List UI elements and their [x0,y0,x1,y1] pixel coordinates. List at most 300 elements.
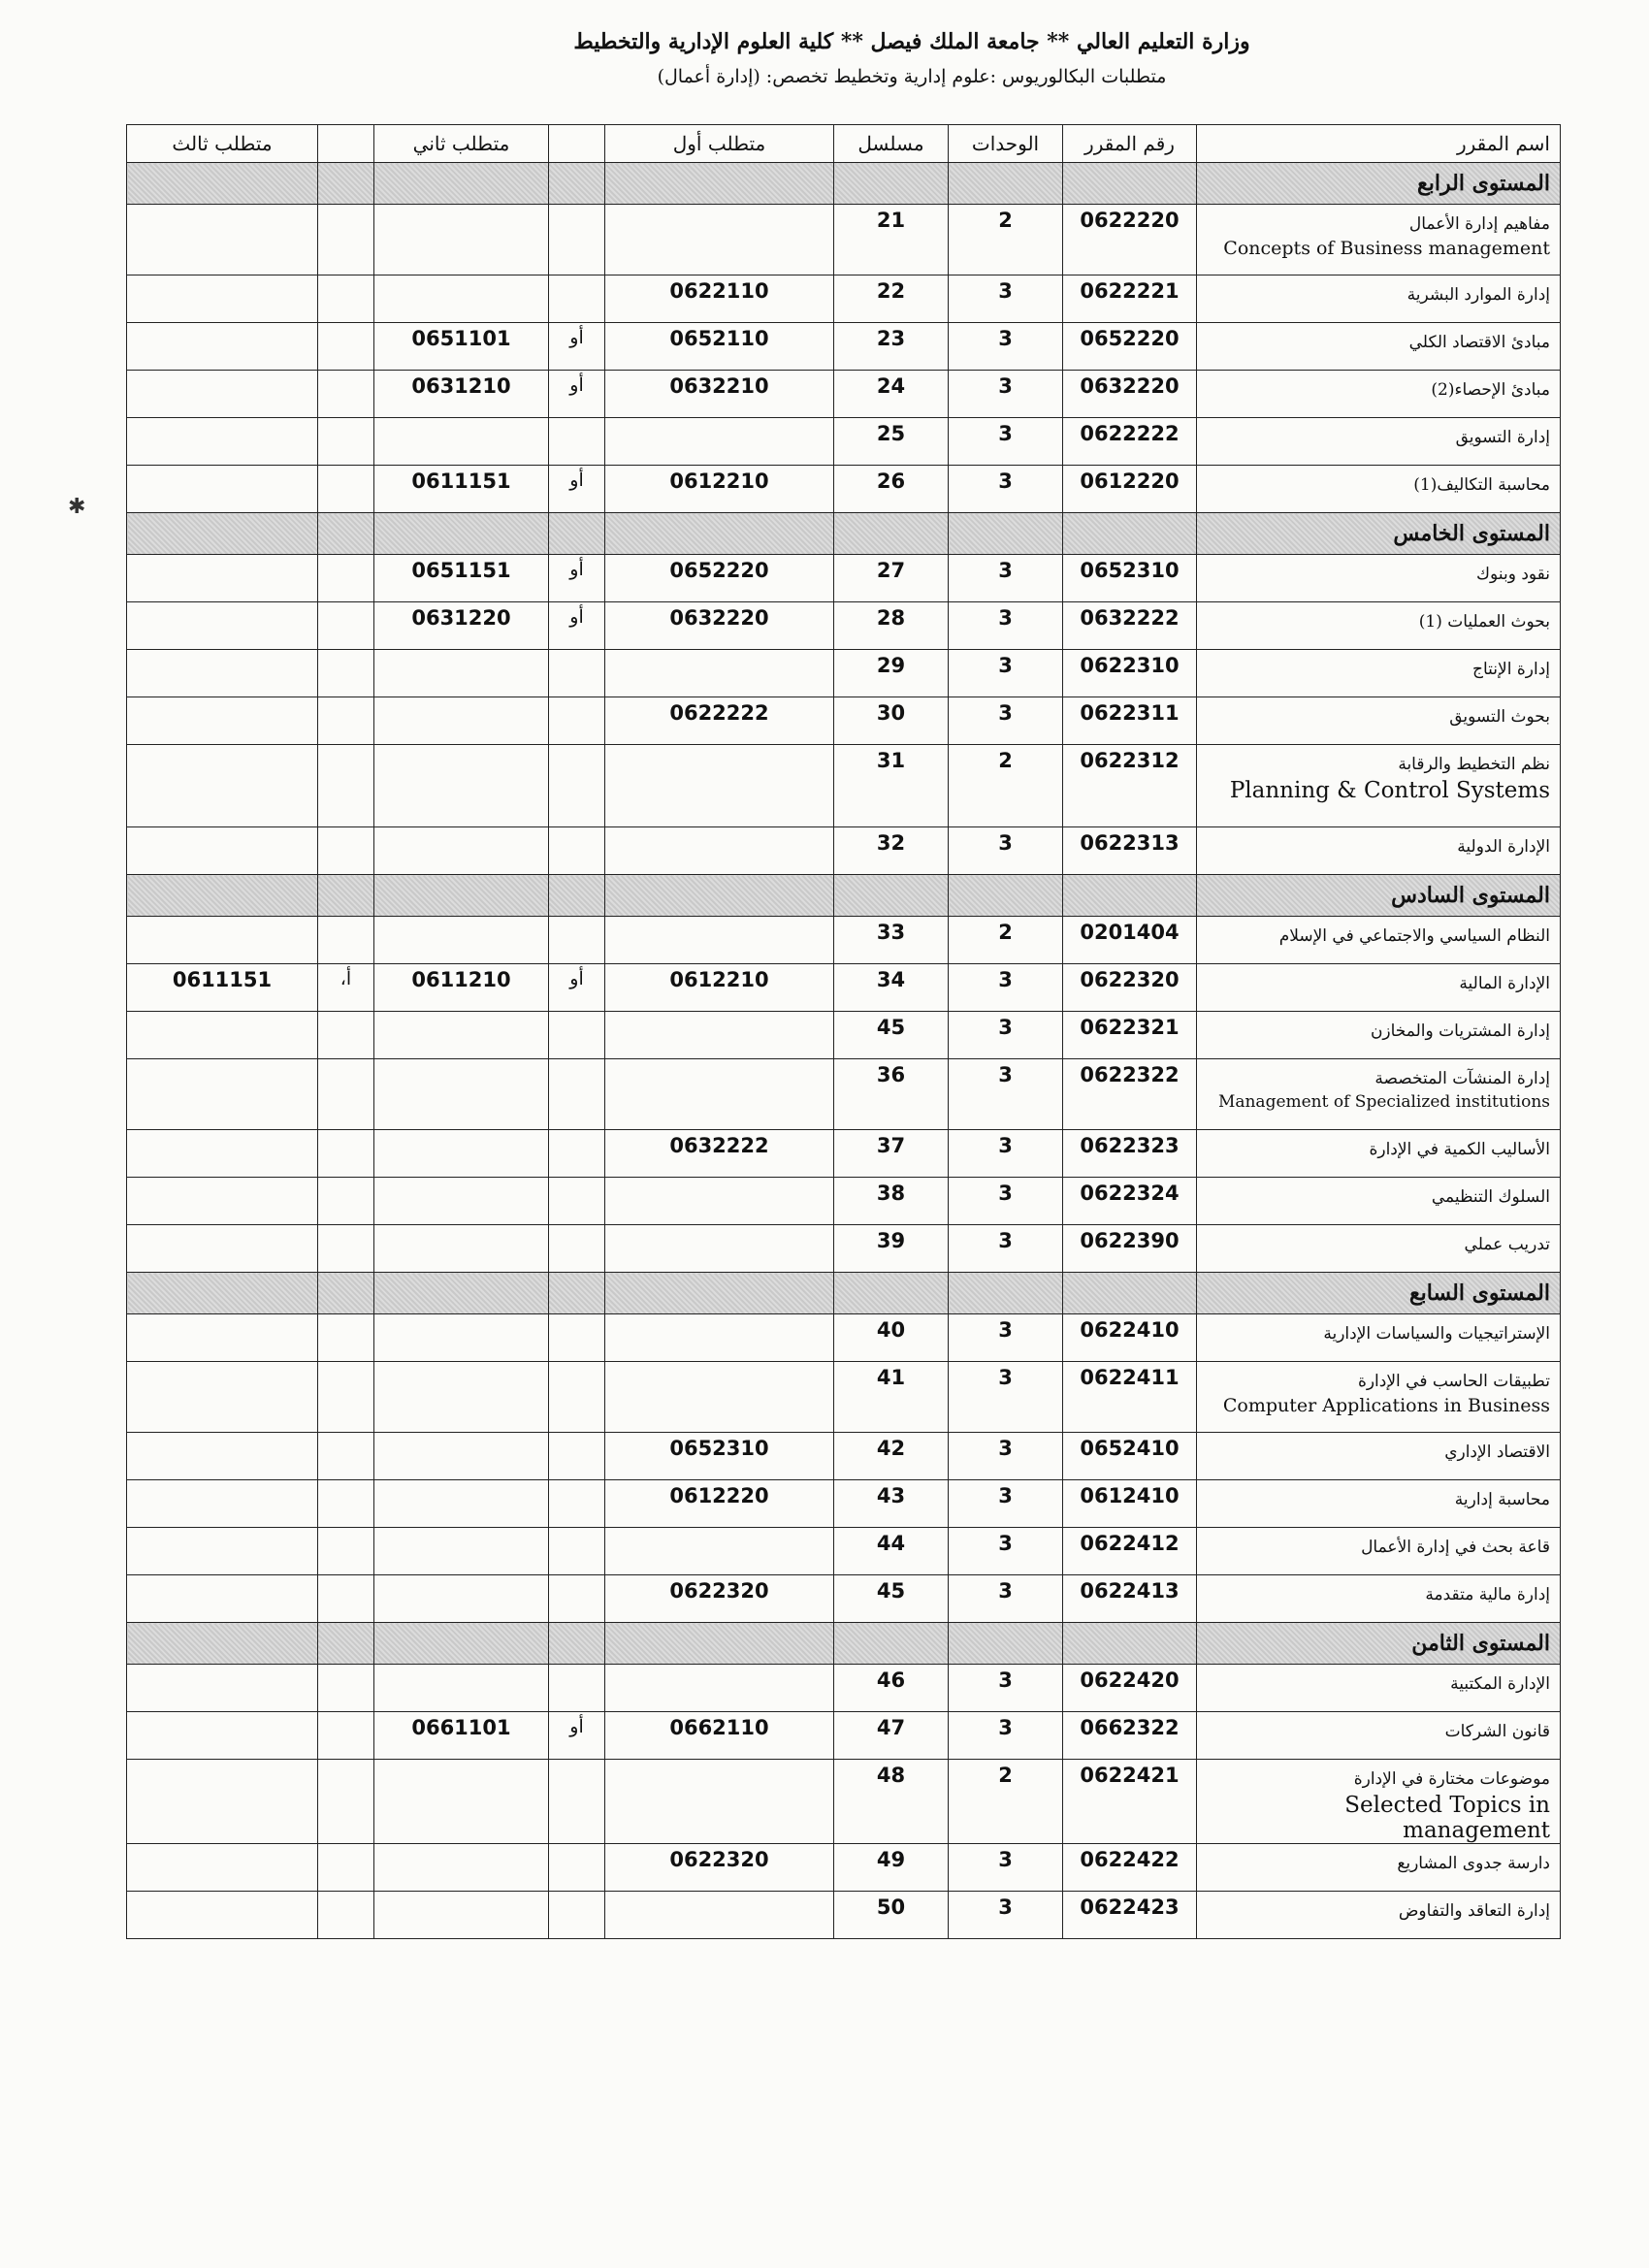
or-label [318,555,374,602]
course-name-cell [1197,1012,1561,1059]
course-name: إدارة مالية متقدمة [1425,1585,1550,1604]
course-number: 0622422 [1063,1844,1197,1892]
prereq-3 [127,1712,318,1760]
course-name-english: Computer Applications in Business [1222,1395,1550,1416]
prereq-2 [374,827,549,875]
level-title: المستوى السابع [1197,1273,1561,1314]
course-name-cell [1197,1528,1561,1575]
course-name-cell [1197,602,1561,650]
or-label [318,1480,374,1528]
course-units: 3 [949,1433,1063,1480]
table-row [127,1712,1561,1760]
prereq-3 [127,466,318,513]
prereq-1: 0632210 [605,371,834,418]
prereq-3 [127,323,318,371]
table-row [127,1665,1561,1712]
course-number: 0622311 [1063,697,1197,745]
course-number: 0622320 [1063,964,1197,1012]
or-label [549,1844,605,1892]
course-units: 3 [949,1575,1063,1623]
course-serial: 30 [834,697,949,745]
course-name: الإدارة المالية [1459,974,1550,993]
course-name: نظم التخطيط والرقابة [1398,755,1550,774]
table-row [127,1844,1561,1892]
or-label [318,1528,374,1575]
prereq-1 [605,1059,834,1130]
course-name: الإدارة الدولية [1457,837,1550,857]
course-serial: 21 [834,205,949,275]
course-serial: 24 [834,371,949,418]
course-name-english: Concepts of Business management [1223,238,1550,259]
course-name-cell [1197,275,1561,323]
level-filler-cell [127,163,318,205]
course-serial: 42 [834,1433,949,1480]
prereq-1: 0622222 [605,697,834,745]
prereq-1 [605,1314,834,1362]
prereq-1 [605,1225,834,1273]
or-label [318,275,374,323]
or-label [549,1178,605,1225]
prereq-2 [374,1528,549,1575]
course-requirements-table [126,124,1561,1939]
prereq-3 [127,650,318,697]
course-units: 3 [949,418,1063,466]
course-serial: 36 [834,1059,949,1130]
prereq-3 [127,1844,318,1892]
prereq-2 [374,1130,549,1178]
prereq-1: 0632220 [605,602,834,650]
table-row [127,602,1561,650]
course-name: النظام السياسي والاجتماعي في الإسلام [1278,926,1550,946]
or-label [318,1362,374,1433]
course-serial: 22 [834,275,949,323]
prereq-2 [374,1225,549,1273]
course-name-cell [1197,466,1561,513]
margin-mark: ✱ [68,495,86,519]
course-name-cell [1197,1314,1561,1362]
course-name: تدريب عملي [1464,1235,1550,1254]
prereq-1 [605,1012,834,1059]
course-number: 0622410 [1063,1314,1197,1362]
table-row [127,466,1561,513]
prereq-2: 0631210 [374,371,549,418]
prereq-2: 0611151 [374,466,549,513]
course-name-english: Management of Specialized institutions [1217,1092,1550,1112]
course-name-cell [1197,964,1561,1012]
prereq-1: 0632222 [605,1130,834,1178]
level-filler-cell [127,1273,318,1314]
course-units: 3 [949,1892,1063,1939]
course-number: 0652410 [1063,1433,1197,1480]
or-label: أو [549,964,605,1012]
level-title: المستوى الرابع [1197,163,1561,205]
prereq-2: 0651151 [374,555,549,602]
course-serial: 34 [834,964,949,1012]
course-serial: 37 [834,1130,949,1178]
course-number: 0652220 [1063,323,1197,371]
prereq-3 [127,1012,318,1059]
prereq-2: 0651101 [374,323,549,371]
table-row [127,371,1561,418]
level-row [127,875,1561,917]
or-label [318,466,374,513]
course-units: 3 [949,1178,1063,1225]
or-label [318,650,374,697]
course-units: 3 [949,1712,1063,1760]
prereq-1 [605,205,834,275]
prereq-2 [374,1178,549,1225]
prereq-2 [374,1844,549,1892]
course-serial: 40 [834,1314,949,1362]
table-row [127,917,1561,964]
table-row [127,697,1561,745]
level-filler-cell [549,1623,605,1665]
prereq-1 [605,917,834,964]
course-name: بحوث العمليات (1) [1418,612,1550,632]
course-name-cell [1197,371,1561,418]
course-name-cell [1197,1665,1561,1712]
course-serial: 32 [834,827,949,875]
course-units: 3 [949,964,1063,1012]
prereq-1 [605,745,834,827]
course-units: 3 [949,827,1063,875]
course-number: 0622420 [1063,1665,1197,1712]
or-label [549,1575,605,1623]
prereq-3 [127,1433,318,1480]
prereq-2 [374,917,549,964]
course-serial: 39 [834,1225,949,1273]
prereq-1: 0652220 [605,555,834,602]
level-row [127,1273,1561,1314]
course-units: 3 [949,650,1063,697]
course-units: 3 [949,1362,1063,1433]
table-body [127,163,1561,1939]
table-row [127,1760,1561,1844]
course-name-cell [1197,1844,1561,1892]
level-filler-cell [127,875,318,917]
course-name-cell [1197,418,1561,466]
prereq-1: 0612220 [605,1480,834,1528]
table-row [127,1433,1561,1480]
level-filler-cell [549,1273,605,1314]
level-filler-cell [549,163,605,205]
course-number: 0622221 [1063,275,1197,323]
level-filler-cell [127,1623,318,1665]
course-units: 3 [949,1314,1063,1362]
course-serial: 50 [834,1892,949,1939]
course-serial: 26 [834,466,949,513]
table-row [127,1575,1561,1623]
level-title: المستوى الثامن [1197,1623,1561,1665]
or-label [549,1480,605,1528]
table-row [127,964,1561,1012]
level-filler-cell [605,513,834,555]
prereq-2 [374,1480,549,1528]
level-title: المستوى الخامس [1197,513,1561,555]
course-number: 0612410 [1063,1480,1197,1528]
course-name: إدارة التسويق [1455,428,1550,447]
course-serial: 33 [834,917,949,964]
course-name: نقود وبنوك [1476,565,1550,584]
or-label [318,1665,374,1712]
or-label [318,602,374,650]
table-row [127,1059,1561,1130]
table-row [127,745,1561,827]
course-name: قانون الشركات [1444,1722,1550,1741]
course-name-cell [1197,1480,1561,1528]
course-number: 0622390 [1063,1225,1197,1273]
prereq-1 [605,1178,834,1225]
course-name-cell [1197,205,1561,275]
level-filler-cell [374,875,549,917]
course-name-cell [1197,1225,1561,1273]
course-units: 3 [949,697,1063,745]
prereq-3 [127,418,318,466]
prereq-3 [127,1225,318,1273]
prereq-2 [374,1012,549,1059]
prereq-3 [127,205,318,275]
prereq-1 [605,1892,834,1939]
prereq-3 [127,745,318,827]
table-row [127,1892,1561,1939]
prereq-3 [127,1665,318,1712]
or-label [318,323,374,371]
prereq-1: 0612210 [605,964,834,1012]
course-name: الإستراتيجيات والسياسات الإدارية [1323,1324,1550,1344]
table-row [127,1130,1561,1178]
col-header-or2 [318,125,374,163]
level-filler-cell [318,163,374,205]
prereq-1: 0622320 [605,1844,834,1892]
course-name: محاسبة التكاليف(1) [1413,475,1550,495]
course-units: 3 [949,555,1063,602]
prereq-2: 0611210 [374,964,549,1012]
table-row [127,275,1561,323]
course-units: 3 [949,371,1063,418]
prereq-1: 0612210 [605,466,834,513]
level-filler-cell [374,513,549,555]
prereq-3 [127,1760,318,1844]
prereq-1: 0662110 [605,1712,834,1760]
course-serial: 23 [834,323,949,371]
document-header [0,29,1649,87]
course-name-cell [1197,1712,1561,1760]
prereq-3 [127,1178,318,1225]
course-serial: 46 [834,1665,949,1712]
or-label [318,1575,374,1623]
course-units: 3 [949,1844,1063,1892]
or-label [549,1314,605,1362]
course-number: 0652310 [1063,555,1197,602]
prereq-1 [605,650,834,697]
course-units: 3 [949,466,1063,513]
level-title: المستوى السادس [1197,875,1561,917]
course-name-cell [1197,697,1561,745]
course-units: 2 [949,1760,1063,1844]
table-row [127,1314,1561,1362]
col-header-prereq2: متطلب ثاني [374,125,549,163]
course-name-cell [1197,827,1561,875]
col-header-prereq3: متطلب ثالث [127,125,318,163]
prereq-3 [127,371,318,418]
table-row [127,827,1561,875]
course-units: 3 [949,1130,1063,1178]
course-number: 0622313 [1063,827,1197,875]
course-name-cell [1197,917,1561,964]
course-units: 3 [949,1012,1063,1059]
or-label [549,1059,605,1130]
prereq-2 [374,1059,549,1130]
course-serial: 45 [834,1012,949,1059]
course-name: قاعة بحث في إدارة الأعمال [1361,1538,1550,1557]
prereq-1 [605,1760,834,1844]
prereq-1: 0652310 [605,1433,834,1480]
course-serial: 41 [834,1362,949,1433]
or-label [318,1130,374,1178]
prereq-3 [127,1130,318,1178]
or-label [549,1665,605,1712]
level-filler-cell [605,875,834,917]
prereq-2 [374,1665,549,1712]
col-header-serial: مسلسل [834,125,949,163]
course-units: 2 [949,745,1063,827]
level-filler-cell [374,163,549,205]
course-serial: 49 [834,1844,949,1892]
course-number: 0612220 [1063,466,1197,513]
course-name-cell [1197,1130,1561,1178]
header-title: وزارة التعليم العالي ** جامعة الملك فيصل ** كلية العلوم الإدارية والتخطيط [573,29,1250,54]
level-filler-cell [549,875,605,917]
or-label: أو [549,555,605,602]
level-filler-cell [1063,163,1197,205]
prereq-1 [605,1665,834,1712]
course-name: الأساليب الكمية في الإدارة [1369,1140,1550,1159]
prereq-1 [605,418,834,466]
course-serial: 44 [834,1528,949,1575]
course-units: 3 [949,1225,1063,1273]
col-header-or1 [549,125,605,163]
level-filler-cell [605,1273,834,1314]
prereq-2 [374,1314,549,1362]
prereq-1 [605,827,834,875]
course-units: 3 [949,602,1063,650]
prereq-3 [127,602,318,650]
or-label [549,697,605,745]
level-filler-cell [549,513,605,555]
prereq-3 [127,1892,318,1939]
course-name: السلوك التنظيمي [1431,1187,1550,1207]
level-filler-cell [834,513,949,555]
course-name-english: Planning & Control Systems [1229,778,1550,803]
level-filler-cell [949,163,1063,205]
course-number: 0632220 [1063,371,1197,418]
or-label [318,1712,374,1760]
level-row [127,513,1561,555]
or-label [549,650,605,697]
prereq-2 [374,1575,549,1623]
or-label [549,917,605,964]
prereq-2: 0661101 [374,1712,549,1760]
course-name: إدارة الإنتاج [1472,660,1550,679]
col-header-name: اسم المقرر [1197,125,1561,163]
course-name: مبادئ الإحصاء(2) [1431,380,1550,400]
table-row [127,1225,1561,1273]
course-name-cell [1197,1575,1561,1623]
course-number: 0622222 [1063,418,1197,466]
course-number: 0662322 [1063,1712,1197,1760]
or-label [318,1760,374,1844]
prereq-1: 0622320 [605,1575,834,1623]
course-number: 0622411 [1063,1362,1197,1433]
col-header-number: رقم المقرر [1063,125,1197,163]
course-number: 0632222 [1063,602,1197,650]
prereq-1 [605,1528,834,1575]
level-filler-cell [834,1273,949,1314]
course-number: 0622421 [1063,1760,1197,1844]
prereq-2 [374,1760,549,1844]
course-name: إدارة المنشآت المتخصصة [1374,1069,1550,1088]
level-filler-cell [949,1623,1063,1665]
level-filler-cell [318,513,374,555]
prereq-2 [374,275,549,323]
level-filler-cell [127,513,318,555]
or-label [549,827,605,875]
course-units: 3 [949,275,1063,323]
course-number: 0622413 [1063,1575,1197,1623]
table-row [127,205,1561,275]
course-name: إدارة الموارد البشرية [1406,285,1550,305]
level-row [127,1623,1561,1665]
table-row [127,555,1561,602]
or-label [318,1178,374,1225]
course-name-cell [1197,1059,1561,1130]
course-serial: 28 [834,602,949,650]
course-name: إدارة التعاقد والتفاوض [1398,1901,1550,1921]
course-name-cell [1197,1433,1561,1480]
prereq-3 [127,827,318,875]
course-name-cell [1197,745,1561,827]
course-units: 3 [949,1665,1063,1712]
or-label [549,1362,605,1433]
or-label [318,1225,374,1273]
course-number: 0622412 [1063,1528,1197,1575]
course-units: 2 [949,205,1063,275]
level-filler-cell [1063,1273,1197,1314]
course-number: 0622323 [1063,1130,1197,1178]
or-label: أو [549,1712,605,1760]
course-serial: 31 [834,745,949,827]
table-row [127,1012,1561,1059]
or-label: أ، [318,964,374,1012]
course-number: 0622322 [1063,1059,1197,1130]
level-filler-cell [834,875,949,917]
table-row [127,1362,1561,1433]
course-serial: 29 [834,650,949,697]
level-filler-cell [1063,875,1197,917]
prereq-1: 0622110 [605,275,834,323]
prereq-2 [374,697,549,745]
col-header-prereq1: متطلب أول [605,125,834,163]
level-filler-cell [834,163,949,205]
or-label [318,917,374,964]
or-label: أو [549,323,605,371]
table-row [127,650,1561,697]
course-serial: 45 [834,1575,949,1623]
course-name: الاقتصاد الإداري [1444,1442,1550,1462]
prereq-2 [374,745,549,827]
prereq-3 [127,555,318,602]
prereq-3 [127,275,318,323]
